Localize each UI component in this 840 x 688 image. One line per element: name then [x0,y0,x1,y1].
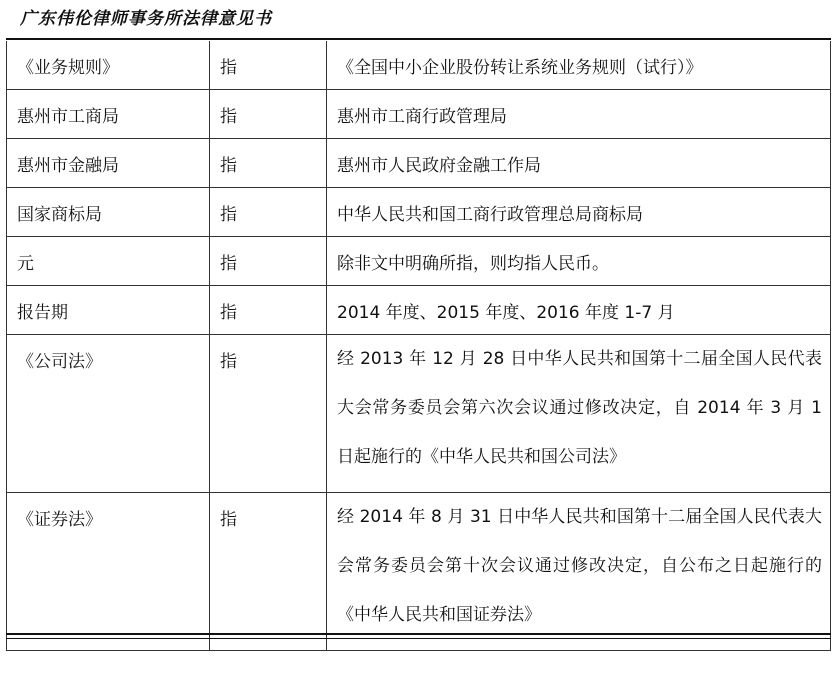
means-cell: 指 [210,286,327,335]
means-cell: 指 [210,493,327,651]
table-row [7,188,831,237]
definition-cell: 惠州市人民政府金融工作局 [327,139,831,188]
term-cell: 报告期 [7,286,210,335]
definition-cell: 除非文中明确所指，则均指人民币。 [327,237,831,286]
definition-cell: 惠州市工商行政管理局 [327,90,831,139]
term-cell: 惠州市金融局 [7,139,210,188]
definitions-table [6,41,831,651]
means-cell: 指 [210,335,327,493]
table-row [7,335,831,493]
term-cell: 国家商标局 [7,188,210,237]
definition-cell: 中华人民共和国工商行政管理总局商标局 [327,188,831,237]
table-row [7,41,831,90]
bottom-double-rule [6,633,831,639]
table-row [7,90,831,139]
definition-cell [327,335,831,493]
table-row [7,286,831,335]
definition-cell: 2014 年度、2015 年度、2016 年度 1-7 月 [327,286,831,335]
definition-text: 经 2014 年 8 月 31 日中华人民共和国第十二届全国人民代表大会常务委员会第十次会议通过修改决定，自公布之日起施行的《中华人民共和国证券法》 [337,507,822,625]
means-cell: 指 [210,41,327,90]
header-rule [6,38,831,40]
table-row [7,493,831,651]
means-cell: 指 [210,237,327,286]
means-cell: 指 [210,139,327,188]
means-cell: 指 [210,188,327,237]
table-row [7,139,831,188]
document-header-title: 广东伟伦律师事务所法律意见书 [20,9,272,29]
term-cell: 惠州市工商局 [7,90,210,139]
table-row [7,237,831,286]
means-cell: 指 [210,90,327,139]
term-cell: 元 [7,237,210,286]
definition-text: 经 2013 年 12 月 28 日中华人民共和国第十二届全国人民代表大会常务委员会第六次会议通过修改决定，自 2014 年 3 月 1 日起施行的《中华人民共和国公司法》 [337,349,822,467]
definition-cell: 《全国中小企业股份转让系统业务规则（试行）》 [327,41,831,90]
definition-cell [327,493,831,651]
term-cell: 《公司法》 [7,335,210,493]
term-cell: 《证券法》 [7,493,210,651]
term-cell: 《业务规则》 [7,41,210,90]
